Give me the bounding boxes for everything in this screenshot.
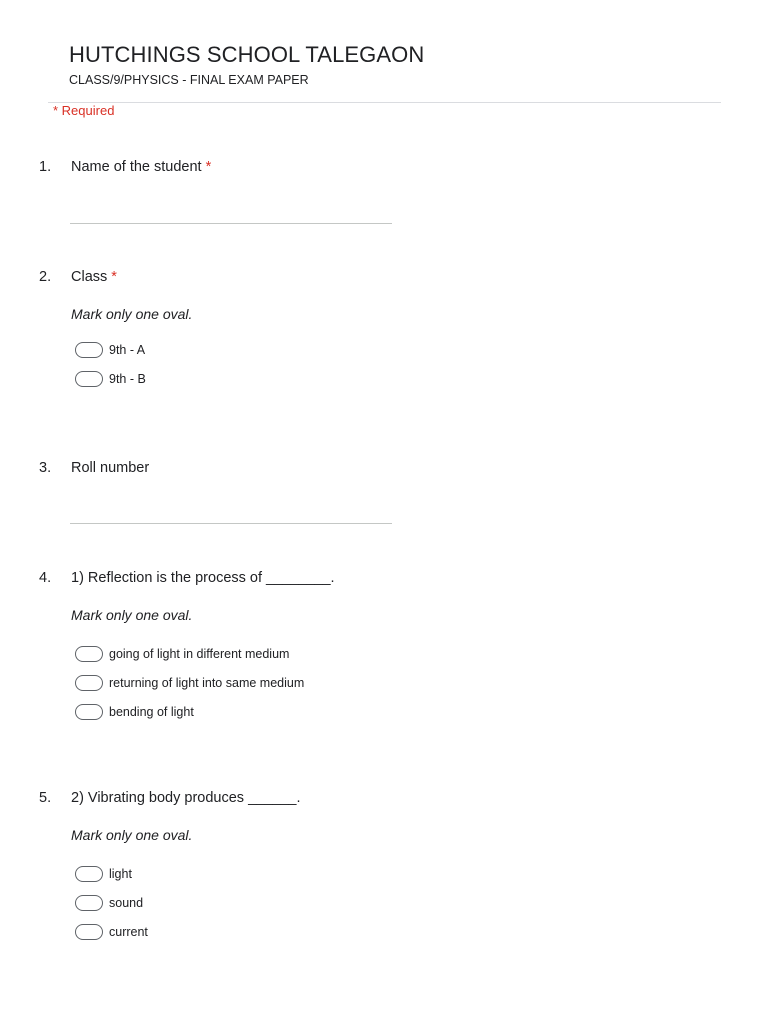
required-star: * bbox=[111, 269, 117, 285]
question-title-text: Class bbox=[71, 269, 108, 285]
option-label: sound bbox=[109, 895, 144, 910]
form-title: HUTCHINGS SCHOOL TALEGAON bbox=[69, 42, 425, 67]
option-9th-b[interactable] bbox=[75, 364, 146, 393]
option-same-medium[interactable] bbox=[75, 668, 304, 697]
question-title bbox=[71, 458, 149, 478]
question-title bbox=[71, 788, 300, 808]
oval-radio[interactable] bbox=[75, 866, 103, 882]
required-star: * bbox=[205, 159, 212, 175]
option-label: current bbox=[109, 924, 148, 939]
name-answer-field[interactable] bbox=[70, 223, 392, 224]
oval-radio[interactable] bbox=[75, 895, 103, 911]
question-number: 2. bbox=[39, 269, 52, 285]
form-header bbox=[69, 40, 424, 88]
oval-radio[interactable] bbox=[75, 342, 103, 358]
question-title-text: Name of the student bbox=[71, 159, 202, 175]
option-bending[interactable] bbox=[75, 697, 304, 726]
option-label: light bbox=[109, 866, 132, 881]
question-hint: Mark only one oval. bbox=[71, 306, 193, 322]
option-current[interactable] bbox=[75, 917, 148, 946]
roll-number-answer-field[interactable] bbox=[70, 523, 392, 524]
option-9th-a[interactable] bbox=[75, 335, 146, 364]
question-number: 3. bbox=[39, 460, 52, 476]
option-light[interactable] bbox=[75, 859, 148, 888]
oval-radio[interactable] bbox=[75, 924, 103, 940]
option-group bbox=[75, 335, 146, 393]
required-note: * Required bbox=[53, 103, 115, 118]
question-hint: Mark only one oval. bbox=[71, 607, 193, 623]
question-title-text: Roll number bbox=[71, 460, 150, 476]
option-label: 9th - A bbox=[109, 342, 146, 357]
option-different-medium[interactable] bbox=[75, 639, 304, 668]
oval-radio[interactable] bbox=[75, 371, 103, 387]
oval-radio[interactable] bbox=[75, 704, 103, 720]
question-title bbox=[71, 267, 117, 287]
option-group bbox=[75, 639, 304, 726]
oval-radio[interactable] bbox=[75, 675, 103, 691]
question-number: 5. bbox=[39, 790, 52, 806]
question-hint: Mark only one oval. bbox=[71, 827, 193, 843]
option-label: returning of light into same medium bbox=[109, 675, 305, 690]
question-title-text: 2) Vibrating body produces ______. bbox=[71, 790, 301, 806]
option-label: bending of light bbox=[109, 704, 194, 719]
question-title bbox=[71, 568, 335, 588]
header-divider bbox=[48, 102, 721, 103]
form-subtitle: CLASS/9/PHYSICS - FINAL EXAM PAPER bbox=[69, 73, 309, 87]
question-number: 1. bbox=[39, 159, 52, 175]
question-title-text: 1) Reflection is the process of ________. bbox=[71, 570, 335, 586]
option-sound[interactable] bbox=[75, 888, 148, 917]
option-label: going of light in different medium bbox=[109, 646, 290, 661]
option-label: 9th - B bbox=[109, 371, 146, 386]
question-number: 4. bbox=[39, 570, 52, 586]
oval-radio[interactable] bbox=[75, 646, 103, 662]
question-title bbox=[71, 157, 211, 177]
option-group bbox=[75, 859, 148, 946]
